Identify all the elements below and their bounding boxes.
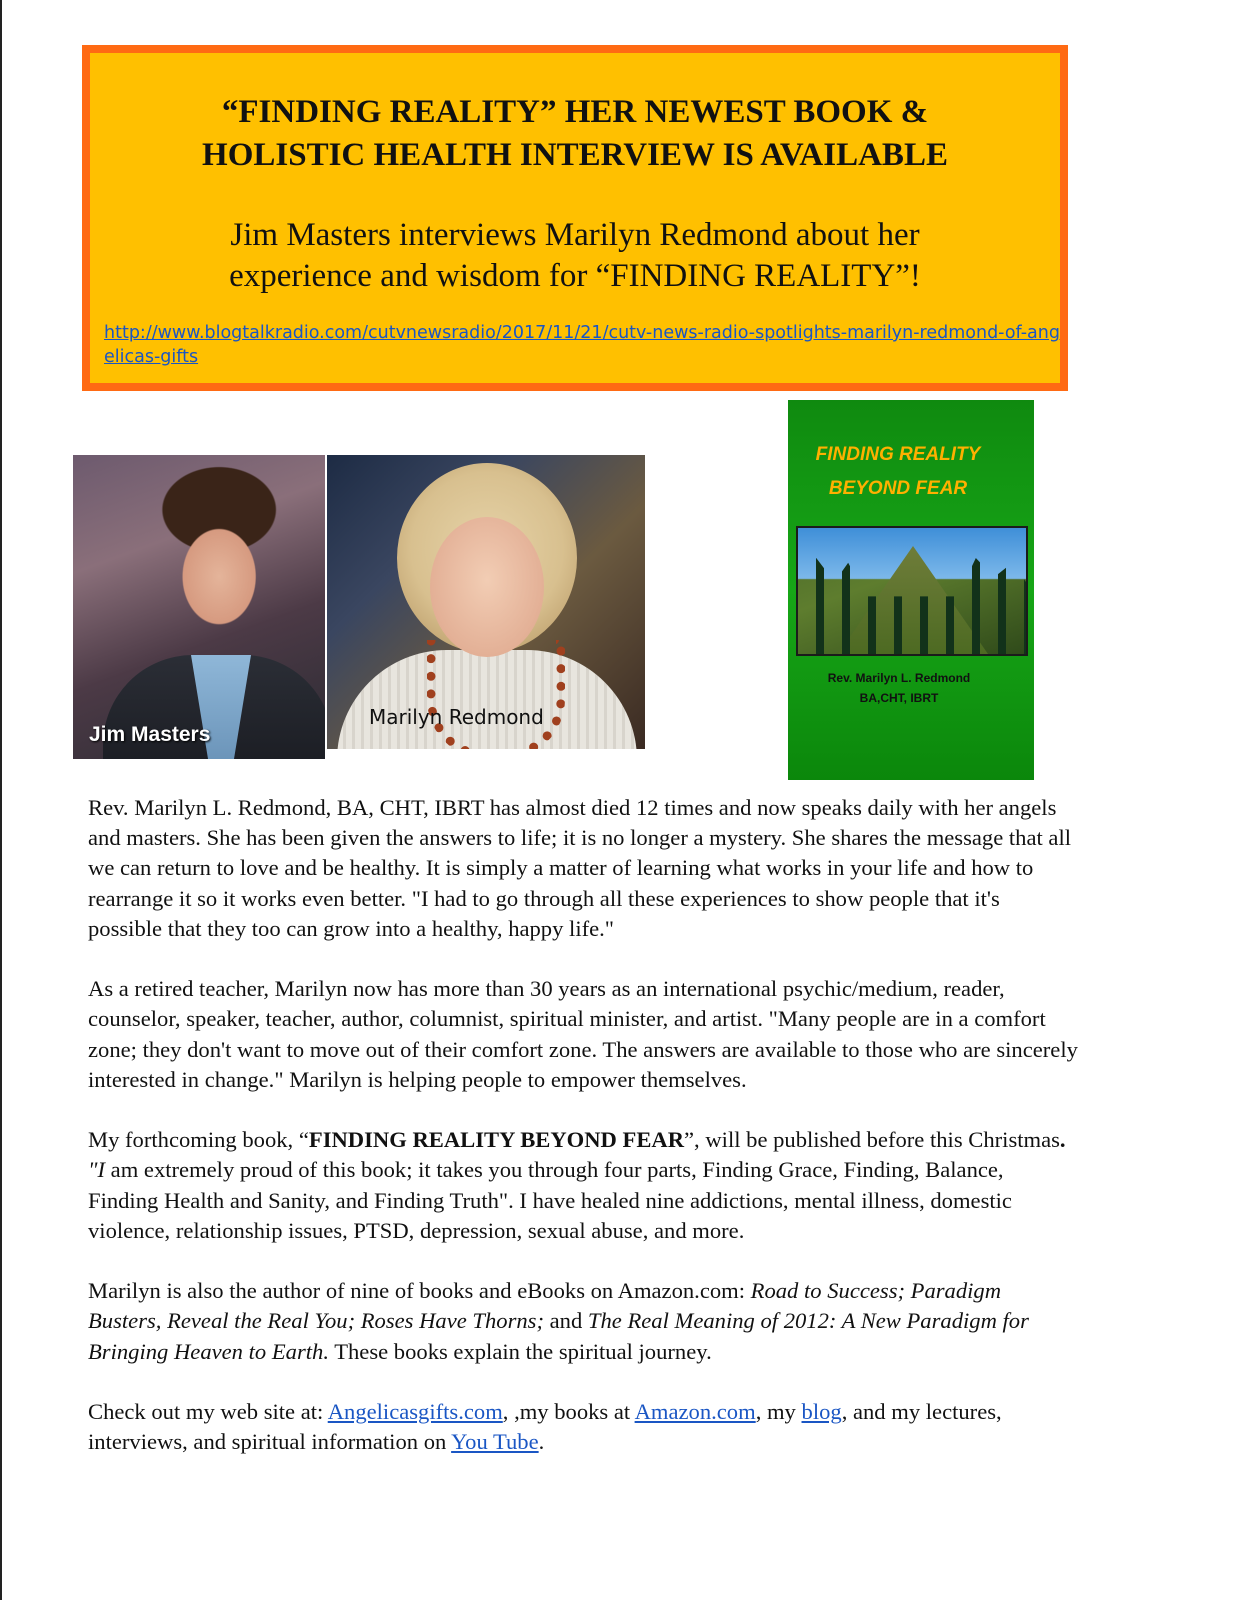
book-title-line-1: FINDING REALITY (815, 444, 981, 465)
p3-dot: . (1059, 1127, 1066, 1153)
angelicasgifts-link[interactable]: Angelicasgifts.com (327, 1399, 503, 1424)
book-author-line-1: Rev. Marilyn L. Redmond (827, 671, 971, 685)
p3-pre: My forthcoming book, “ (88, 1127, 309, 1153)
banner-subtitle-line-1: Jim Masters interviews Marilyn Redmond about her (230, 217, 920, 253)
book-cover (788, 400, 1034, 780)
banner-title (90, 91, 1060, 177)
paragraph-forthcoming-book (88, 1125, 1078, 1246)
youtube-link[interactable]: You Tube (451, 1429, 539, 1455)
p4-post: These books explain the spiritual journey. (328, 1338, 712, 1364)
p3-post: am extremely proud of this book; it takes you through four parts, Finding Grace, Finding, Balance, Finding Health and Sanity, and Finding Truth". I have healed nine addictions, mental illness, domestic violence, relationship issues, PTSD, depression, sexual abuse, and more. (88, 1157, 1012, 1243)
announcement-banner (82, 45, 1068, 391)
p5-end: . (538, 1429, 545, 1455)
article-body (88, 793, 1078, 1488)
paragraph-links (88, 1397, 1078, 1457)
paragraph-other-books (88, 1276, 1078, 1367)
banner-title-line-1: “FINDING REALITY” HER NEWEST BOOK & (221, 94, 929, 130)
book-title-line-2: BEYOND FEAR (828, 478, 968, 499)
amazon-link[interactable]: Amazon.com (634, 1399, 756, 1424)
book-cover-title (788, 438, 1008, 506)
book-cover-mountain-image (796, 526, 1028, 656)
forthcoming-book-title: FINDING REALITY BEYOND FEAR (308, 1127, 685, 1153)
paragraph-career: As a retired teacher, Marilyn now has more than 30 years as an international psychic/medium, reader, counselor, speaker, teacher, author, columnist, spiritual minister, and artist. "Many people are in a comfort zone; they don't want to move out of their comfort zone. The answers are available to those who are sincerely interested in change." Marilyn is helping people to empower themselves. (88, 976, 1078, 1092)
page-left-border (0, 0, 2, 1600)
p5-pre: Check out my web site at: (88, 1399, 328, 1424)
book-titles-1: Road to Success; Paradigm Busters, Reveal the Real You; Roses Have Thorns; (88, 1278, 1002, 1334)
banner-title-line-2: HOLISTIC HEALTH INTERVIEW IS AVAILABLE (202, 137, 948, 173)
book-author-line-2: BA,CHT, IBRT (859, 691, 939, 705)
p4-and: and (544, 1308, 588, 1334)
p5-mid1: , ,my books at (502, 1399, 635, 1424)
book-titles-2: The Real Meaning of 2012: A New Paradigm for Bringing Heaven to Earth. (88, 1308, 1029, 1364)
banner-subtitle-line-2: experience and wisdom for “FINDING REALITY”! (229, 258, 921, 294)
p5-mid3: , and my lectures, interviews, and spiritual information on (88, 1399, 1002, 1455)
interview-link[interactable]: http://www.blogtalkradio.com/cutvnewsradio/2017/11/21/cutv-news-radio-spotlights-marilyn-redmond-of-angelicas-gifts (104, 323, 1060, 367)
marilyn-necklace-shape (427, 640, 565, 749)
book-cover-author (788, 668, 1010, 708)
p4-pre: Marilyn is also the author of nine of books and eBooks on Amazon.com: (88, 1278, 751, 1304)
p3-italic: "I (88, 1157, 111, 1183)
blog-link[interactable]: blog (801, 1399, 842, 1424)
p3-mid: ”, will be published before this Christmas (684, 1127, 1060, 1153)
banner-subtitle (90, 215, 1060, 297)
jim-masters-caption: Jim Masters (89, 723, 211, 746)
marilyn-redmond-caption: Marilyn Redmond (369, 705, 544, 729)
marilyn-redmond-photo (327, 455, 645, 749)
marilyn-face-shape (430, 517, 544, 657)
paragraph-bio: Rev. Marilyn L. Redmond, BA, CHT, IBRT has almost died 12 times and now speaks daily with her angels and masters. She has been given the answers to life; it is no longer a mystery. She shares the message that all we can return to love and be healthy. It is simply a matter of learning what works in your life and how to rearrange it so it works even better. "I had to go through all these experiences to show people that it's possible that they too can grow into a healthy, happy life." (88, 795, 1071, 941)
p5-mid2: , my (755, 1399, 802, 1424)
jim-masters-photo (73, 455, 325, 759)
